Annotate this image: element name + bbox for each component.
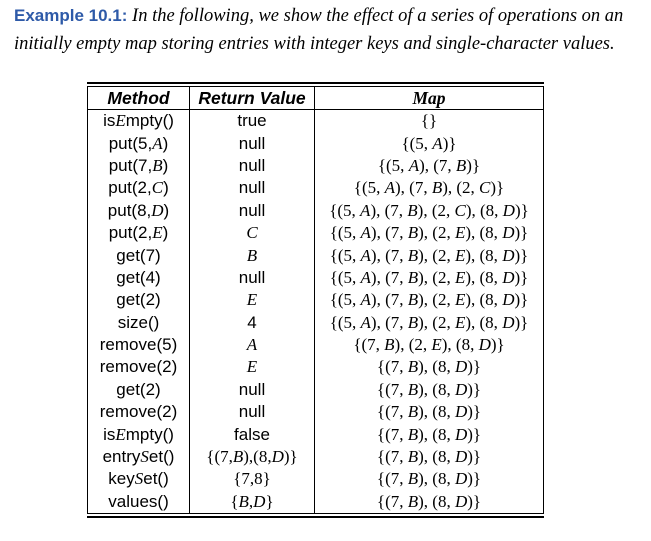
- table-row: [88, 132, 544, 154]
- table-row: [88, 155, 544, 177]
- table-row: [88, 289, 544, 311]
- table-row: [88, 200, 544, 222]
- table-row: [88, 244, 544, 266]
- map-cell: {(5, A), (7, B), (2, E), (8, D)}: [315, 267, 544, 289]
- return-value-cell: null: [190, 132, 315, 154]
- map-cell: {(5, A), (7, B)}: [315, 155, 544, 177]
- map-cell: {(7, B), (8, D)}: [315, 379, 544, 401]
- operations-table: [87, 82, 544, 518]
- header-map: Map: [315, 87, 544, 110]
- table-row: [88, 334, 544, 356]
- map-cell: {(5, A), (7, B), (2, C)}: [315, 177, 544, 199]
- example-paragraph: [14, 2, 634, 58]
- method-cell: remove(2): [88, 356, 190, 378]
- method-cell: isEmpty(): [88, 110, 190, 133]
- return-value-cell: false: [190, 423, 315, 445]
- method-cell: entrySet(): [88, 446, 190, 468]
- table-row: [88, 468, 544, 490]
- method-cell: get(7): [88, 244, 190, 266]
- method-cell: keySet(): [88, 468, 190, 490]
- return-value-cell: true: [190, 110, 315, 133]
- table-row: [88, 110, 544, 133]
- map-cell: {(7, B), (8, D)}: [315, 491, 544, 513]
- method-cell: get(2): [88, 289, 190, 311]
- return-value-cell: null: [190, 177, 315, 199]
- map-cell: {(7, B), (8, D)}: [315, 468, 544, 490]
- map-cell: {(5, A), (7, B), (2, E), (8, D)}: [315, 222, 544, 244]
- method-cell: isEmpty(): [88, 423, 190, 445]
- table-row: [88, 379, 544, 401]
- header-return-value: Return Value: [190, 87, 315, 110]
- map-cell: {}: [315, 110, 544, 133]
- example-label: Example 10.1:: [14, 6, 128, 25]
- method-cell: get(4): [88, 267, 190, 289]
- return-value-cell: {7,8}: [190, 468, 315, 490]
- method-cell: values(): [88, 491, 190, 513]
- table-row: [88, 446, 544, 468]
- method-cell: put(7,B): [88, 155, 190, 177]
- map-cell: {(5, A)}: [315, 132, 544, 154]
- return-value-cell: null: [190, 379, 315, 401]
- return-value-cell: 4: [190, 312, 315, 334]
- method-cell: put(2,E): [88, 222, 190, 244]
- return-value-cell: B: [190, 244, 315, 266]
- return-value-cell: {(7,B),(8,D)}: [190, 446, 315, 468]
- return-value-cell: E: [190, 289, 315, 311]
- table-row: [88, 222, 544, 244]
- table-row: [88, 312, 544, 334]
- map-cell: {(7, B), (8, D)}: [315, 401, 544, 423]
- map-cell: {(5, A), (7, B), (2, E), (8, D)}: [315, 244, 544, 266]
- return-value-cell: {B,D}: [190, 491, 315, 513]
- header-method: Method: [88, 87, 190, 110]
- return-value-cell: null: [190, 200, 315, 222]
- table-bottom-rule: [87, 513, 544, 518]
- table-row: [88, 401, 544, 423]
- map-cell: {(7, B), (8, D)}: [315, 356, 544, 378]
- map-cell: {(5, A), (7, B), (2, E), (8, D)}: [315, 289, 544, 311]
- map-cell: {(7, B), (2, E), (8, D)}: [315, 334, 544, 356]
- map-cell: {(7, B), (8, D)}: [315, 423, 544, 445]
- table-row: [88, 177, 544, 199]
- return-value-cell: null: [190, 401, 315, 423]
- return-value-cell: C: [190, 222, 315, 244]
- method-cell: put(5,A): [88, 132, 190, 154]
- map-cell: {(5, A), (7, B), (2, E), (8, D)}: [315, 312, 544, 334]
- return-value-cell: null: [190, 267, 315, 289]
- return-value-cell: E: [190, 356, 315, 378]
- map-cell: {(5, A), (7, B), (2, C), (8, D)}: [315, 200, 544, 222]
- method-cell: get(2): [88, 379, 190, 401]
- table-header-row: [88, 87, 544, 110]
- method-cell: remove(5): [88, 334, 190, 356]
- method-cell: put(2,C): [88, 177, 190, 199]
- example-text: In the following, we show the effect of a series of operations on an initially empty map storing entries with integer keys and single-character values.: [14, 6, 624, 54]
- table-row: [88, 491, 544, 513]
- table-row: [88, 423, 544, 445]
- method-cell: put(8,D): [88, 200, 190, 222]
- return-value-cell: A: [190, 334, 315, 356]
- method-cell: size(): [88, 312, 190, 334]
- return-value-cell: null: [190, 155, 315, 177]
- table-row: [88, 267, 544, 289]
- table-row: [88, 356, 544, 378]
- method-cell: remove(2): [88, 401, 190, 423]
- map-cell: {(7, B), (8, D)}: [315, 446, 544, 468]
